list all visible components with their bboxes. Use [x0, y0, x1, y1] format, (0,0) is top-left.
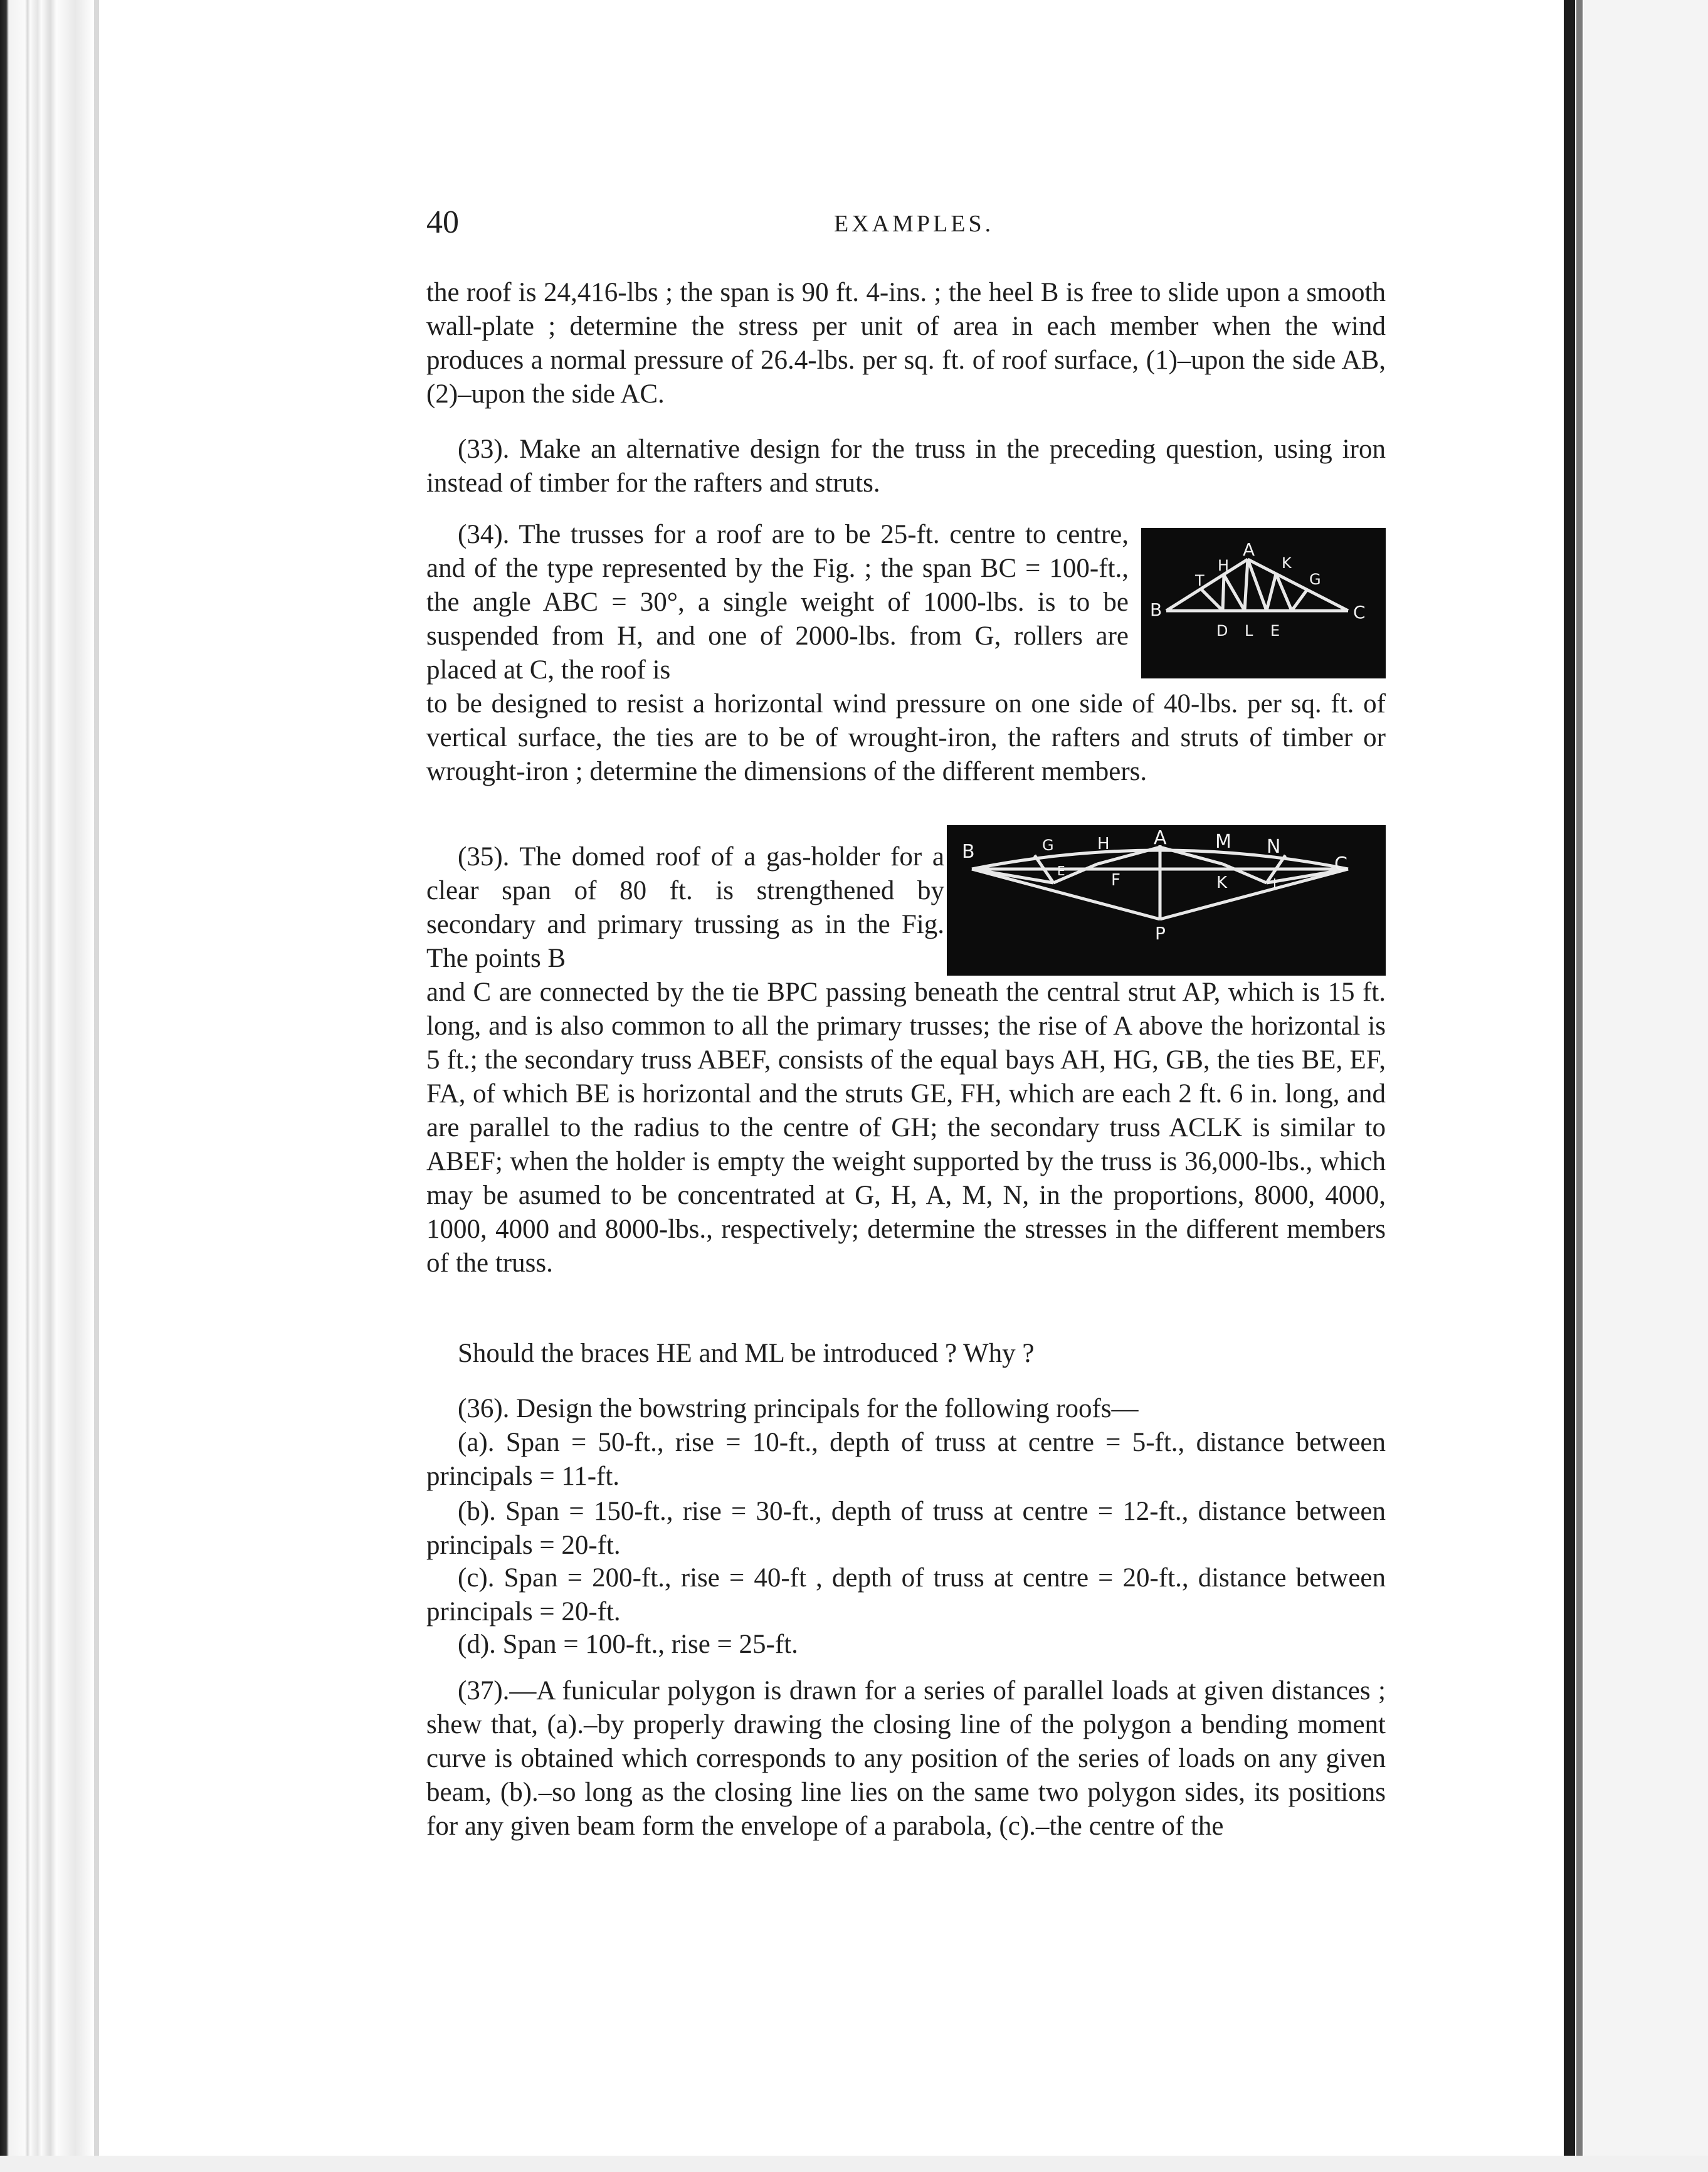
fig35-label-P: P	[1155, 923, 1166, 944]
paragraph-35-wrapped: (35). The domed roof of a gas-holder for a clear span of 80 ft. is strengthened by secondary and primary trussing as in the Fig. The points B	[426, 842, 944, 973]
paragraph-36b: (b). Span = 150-ft., rise = 30-ft., depth of truss at centre = 12-ft., distance between principals = 20-ft.	[426, 1497, 1386, 1560]
fig34-label-H: H	[1218, 557, 1230, 574]
page-border-shadow	[1576, 0, 1583, 2172]
fig35-label-G: G	[1042, 836, 1054, 854]
paragraph-36c: (c). Span = 200-ft., rise = 40-ft , depth of truss at centre = 20-ft., distance between principals = 20-ft.	[426, 1563, 1386, 1626]
figure-35-domed-roof-truss	[947, 825, 1386, 976]
fig34-label-L: L	[1245, 622, 1253, 640]
page-number: 40	[426, 204, 459, 240]
fig35-label-F: F	[1111, 871, 1120, 890]
paragraph-35-question: Should the braces HE and ML be introduced ? Why ?	[458, 1339, 1035, 1368]
fig35-label-C: C	[1334, 853, 1347, 875]
paragraph-35-continued: and C are connected by the tie BPC passing beneath the central strut AP, which is 15 ft. long, and is also common to all the primary trusses; the rise of A above the horizontal is 5 ft.; the secondary truss ABEF, consists of the equal bays AH, HG, GB, the ties BE, EF, FA, of which BE is horizontal and the struts GE, FH, which are each 2 ft. 6 in. long, and are parallel to the radius to the centre of GH; the secondary truss ACLK is similar to ABEF; when the holder is empty the weight supported by the truss is 36,000-lbs., which may be asumed to be concentrated at G, H, A, M, N, in the proportions, 8000, 4000, 1000, 4000 and 8000-lbs., respectively; determine the stresses in the different members of the truss.	[426, 978, 1386, 1278]
fig35-label-B: B	[962, 841, 975, 863]
scan-bottom-edge	[0, 2156, 1708, 2172]
fig35-label-E: E	[1057, 863, 1065, 878]
fig34-label-B: B	[1150, 599, 1162, 620]
paragraph-36d: (d). Span = 100-ft., rise = 25-ft.	[458, 1630, 798, 1659]
fig35-label-L: L	[1273, 876, 1280, 891]
page-border-dark	[1564, 0, 1575, 2172]
paragraph-36: (36). Design the bowstring principals for the following roofs—	[458, 1394, 1139, 1423]
binding-strip	[94, 0, 99, 2172]
fig35-label-N: N	[1267, 836, 1281, 858]
fig34-label-A: A	[1243, 539, 1255, 560]
paragraph-34-wrapped: (34). The trusses for a roof are to be 25-ft. centre to centre, and of the type represented by the Fig. ; the span BC = 100-ft., the angle ABC = 30°, a single weight of 1000-lbs. is to be suspended from H, and one of 2000-lbs. from G, rollers are placed at C, the roof is	[426, 520, 1129, 685]
paragraph-37: (37).—A funicular polygon is drawn for a series of parallel loads at given distances ; shew that, (a).–by properly drawing the closing line of the polygon a bending moment curve is obtained which corresponds to any position of the series of loads on any given beam, (b).–so long as the closing line lies on the same two polygon sides, its positions for any given beam form the envelope of a parabola, (c).–the centre of the	[426, 1676, 1386, 1841]
paragraph-33: (33). Make an alternative design for the truss in the preceding question, using iron instead of timber for the rafters and struts.	[426, 435, 1386, 498]
figure-34-truss	[1141, 528, 1386, 678]
paragraph-34-continued: to be designed to resist a horizontal wind pressure on one side of 40-lbs. per sq. ft. of vertical surface, the ties are to be of wrought-iron, the rafters and struts of timber or wrought-iron ; determine the dimensions of the different members.	[426, 689, 1386, 786]
fig35-label-A: A	[1154, 827, 1167, 849]
paragraph-continuation: the roof is 24,416-lbs ; the span is 90 ft. 4-ins. ; the heel B is free to slide upon a smooth wall-plate ; determine the stress per unit of area in each member when the wind produces a normal pressure of 26.4-lbs. per sq. ft. of roof surface, (1)–upon the side AB, (2)–upon the side AC.	[426, 278, 1386, 409]
fig34-label-G: G	[1309, 571, 1321, 588]
fig35-label-M: M	[1215, 831, 1231, 853]
fig35-label-H: H	[1097, 835, 1110, 853]
paragraph-36a: (a). Span = 50-ft., rise = 10-ft., depth of truss at centre = 5-ft., distance between principals = 11-ft.	[426, 1428, 1386, 1491]
fig34-label-K: K	[1282, 554, 1292, 572]
scan-background	[1584, 0, 1708, 2172]
fig34-label-D: D	[1216, 622, 1228, 640]
fig35-label-K: K	[1216, 873, 1228, 892]
page-header	[426, 204, 1386, 241]
fig34-label-E: E	[1270, 622, 1280, 640]
fig34-label-C: C	[1353, 602, 1366, 623]
running-head: EXAMPLES.	[834, 211, 994, 237]
fig34-label-T: T	[1195, 572, 1205, 589]
